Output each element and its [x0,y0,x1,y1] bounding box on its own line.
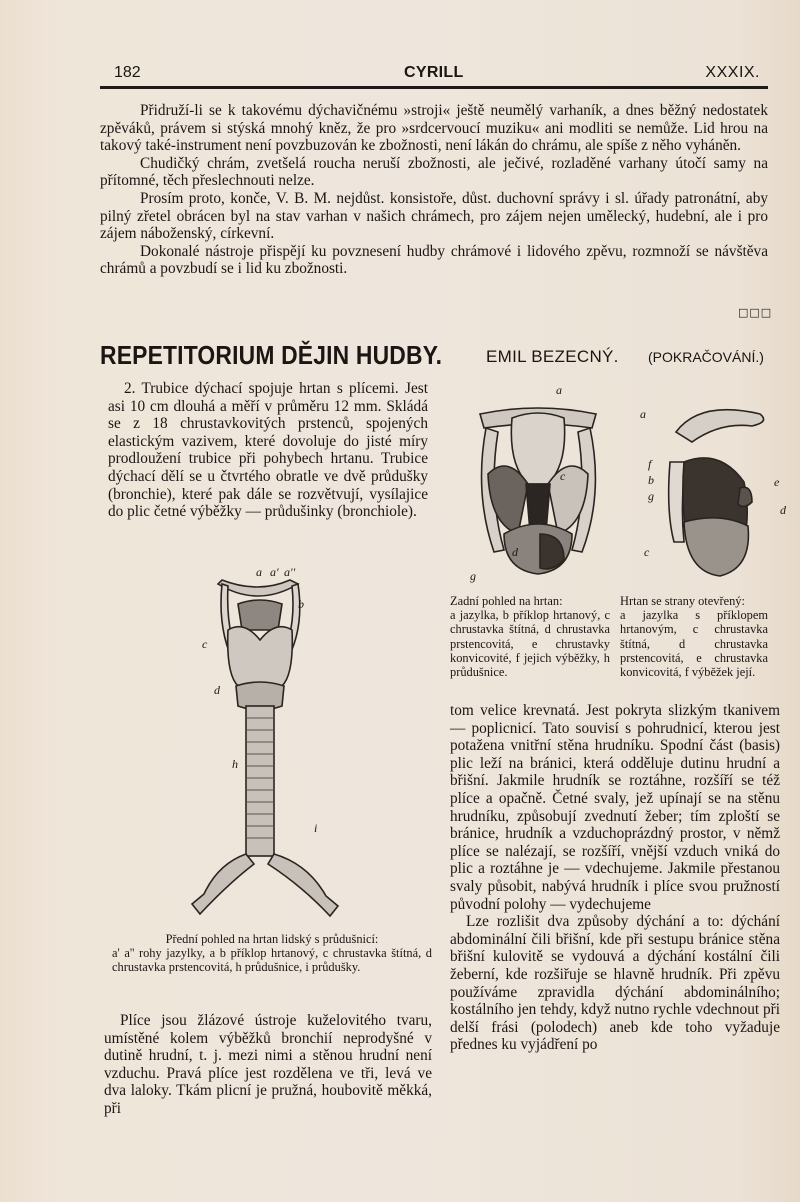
figure-label: h [232,757,238,771]
caption-body: a jazylka, b příklop hrtanový, c chrustavka štítná, d chrustavka prstencovitá, e chrustavky konvicovité, f jejich výběžky, h průdušnice. [450,608,610,680]
paragraph: Lze rozlišit dva způsoby dýchání a to: dýchání abdominální čili břišní, kde při sestupu bránice stěna břišní kulovitě se vydouvá a dýchání kostální čili žeberní, kde rozšiřuje se hlavně hrudník. Při zpěvu používáme zpravidla dýchání abdominálního; kostálního jen tehdy, když nutno rychle vdechnout při delší frási (polodech) aneb kde toho vyžaduje přednes ku vyjádření po [450,913,780,1054]
running-title: CYRILL [404,64,464,81]
figure-label: b [648,473,654,487]
figure-label: c [644,545,650,559]
caption-back-view [450,594,610,679]
figure-label: c [560,469,566,483]
volume-number: XXXIX. [705,64,760,81]
figure-label: g [648,489,654,503]
figure-label: c [202,637,208,651]
figure-label: b [298,597,304,611]
caption-title: Přední pohled na hrtan lidský s průdušnicí: [165,932,379,946]
running-header [108,64,768,86]
figure-label: a [556,384,562,397]
figure-side-view-larynx [640,392,790,582]
caption-body: a' a'' rohy jazylky, a b příklop hrtanový, c chrustavka štítná, d chrustavka prstencovitá, h průdušnice, i průdušky. [112,946,432,975]
left-column-text [108,380,428,521]
figure-label: d [512,545,518,559]
paragraph: Chudičký chrám, zvetšelá roucha neruší zbožnosti, ale ječivé, rozladěné varhany útočí samy na přítomné, těch přeslechnouti nelze. [100,154,768,190]
caption-front-view [112,932,432,975]
figure-back-view-larynx [468,384,608,584]
paragraph: Dokonalé nástroje přispějí ku povznesení hudby chrámové i lidového zpěvu, rozmnoží se návštěva chrámů a povzbudí se i lid ku zbožnosti. [100,242,768,278]
paragraph: 2. Trubice dýchací spojuje hrtan s plícemi. Jest asi 10 cm dlouhá a měří v průměru 12 mm. Skládá se z 18 chrustavkovitých prstenců, spojených elastickým vazivem, které dovoluje do jisté míry prodloužení trubice při pohybech hrtanu. Trubice dýchací dělí se u čtvrtého obratle ve dvě průdušky (bronchie), které pak dále se rozvětvují, vysílajice do plic četné výběžky — průdušinky (bronchiole). [108,380,428,521]
figure-label: f [648,457,652,471]
figure-label: a'' [284,565,296,579]
figure-label: a [256,565,262,579]
caption-title: Zadní pohled na hrtan: [450,594,563,608]
figure-label: a [640,407,646,421]
header-rule [100,86,768,89]
figure-label: g [470,569,476,583]
figure-label: i [314,821,318,835]
paragraph: Plíce jsou žlázové ústroje kuželovitého tvaru, umístěné kolem výběžků bronchií neprodyšné v dutině hrudní, t. j. mezi nimi a stěnou hrudní není vzduchu. Pravá plíce jest rozdělena ve tři, levá ve dva laloky. Tkám plicní je pružná, houbovitě měkká, při [104,1012,432,1117]
previous-article-ending [100,102,768,278]
continuation-note: (POKRAČOVÁNÍ.) [648,349,764,365]
article-author: EMIL BEZECNÝ. [486,347,619,366]
caption-title: Hrtan se strany otevřený: [620,594,745,608]
figure-label: d [214,683,220,697]
page-number: 182 [114,64,141,81]
left-column-bottom-text [104,1012,432,1118]
end-mark: □□□ [738,306,773,319]
article-title: REPETITORIUM DĚJIN HUDBY. [100,340,443,370]
figure-front-view-larynx-trachea [178,564,388,924]
figure-label: a' [270,565,279,579]
figure-label: d [780,503,786,517]
caption-side-view [620,594,768,679]
right-column-text [450,702,780,1054]
paragraph: Přidruží-li se k takovému dýchavičnému »stroji« ještě neumělý varhaník, a dnes běžný nedostatek zpěváků, právem si stýská mnohý kněz, že pro »srdcervoucí muziku« ani modliti se nemůže. Lid hrou na takový také-instrument není povzbuzován ke zbožnosti, není lákán do chrámu, ale spíše z něho vyháněn. [100,102,768,155]
paragraph: Prosím proto, konče, V. B. M. nejdůst. konsistoře, důst. duchovní správy i sl. úřady patronátní, aby pilný zřetel obrácen byl na stav varhan v našich chrámech, pro zájem nejen umělecký, hudební, ale i pro zájem náboženský, církevní. [100,189,768,243]
figure-label: e [774,475,780,489]
caption-body: a jazylka s příklopem hrtanovým, c chrustavka štítná, d chrustavka prstencovitá, e chrustavka konvicovitá, f výběžek její. [620,608,768,680]
paragraph: tom velice krevnatá. Jest pokryta slizkým tkanivem — poplicnicí. Tato souvisí s pohrudnicí, kterou jest potažena vnitřní stěna hrudníku. Spodní část (basis) plic leží na bránici, která odděluje dutinu hrudní a břišní. Jakmile hrudník se roztáhne, rozšíří se též plíce a opačně. Četné svaly, jež upínají se na stěnu hrudníku, způsobují zvednutí žeber; tím zploští se bránice, hrudník a vzduchoprázdný prostor, v němž plíce se nalézají, se rozšíří, vnější vzduch vniká do plic a roztáhne je — vdechujeme. Jakmile přestanou svaly působit, nabývá hrudník i plíce svou pružností původní polohy — vydechujeme [450,702,780,913]
article-heading [100,340,790,371]
